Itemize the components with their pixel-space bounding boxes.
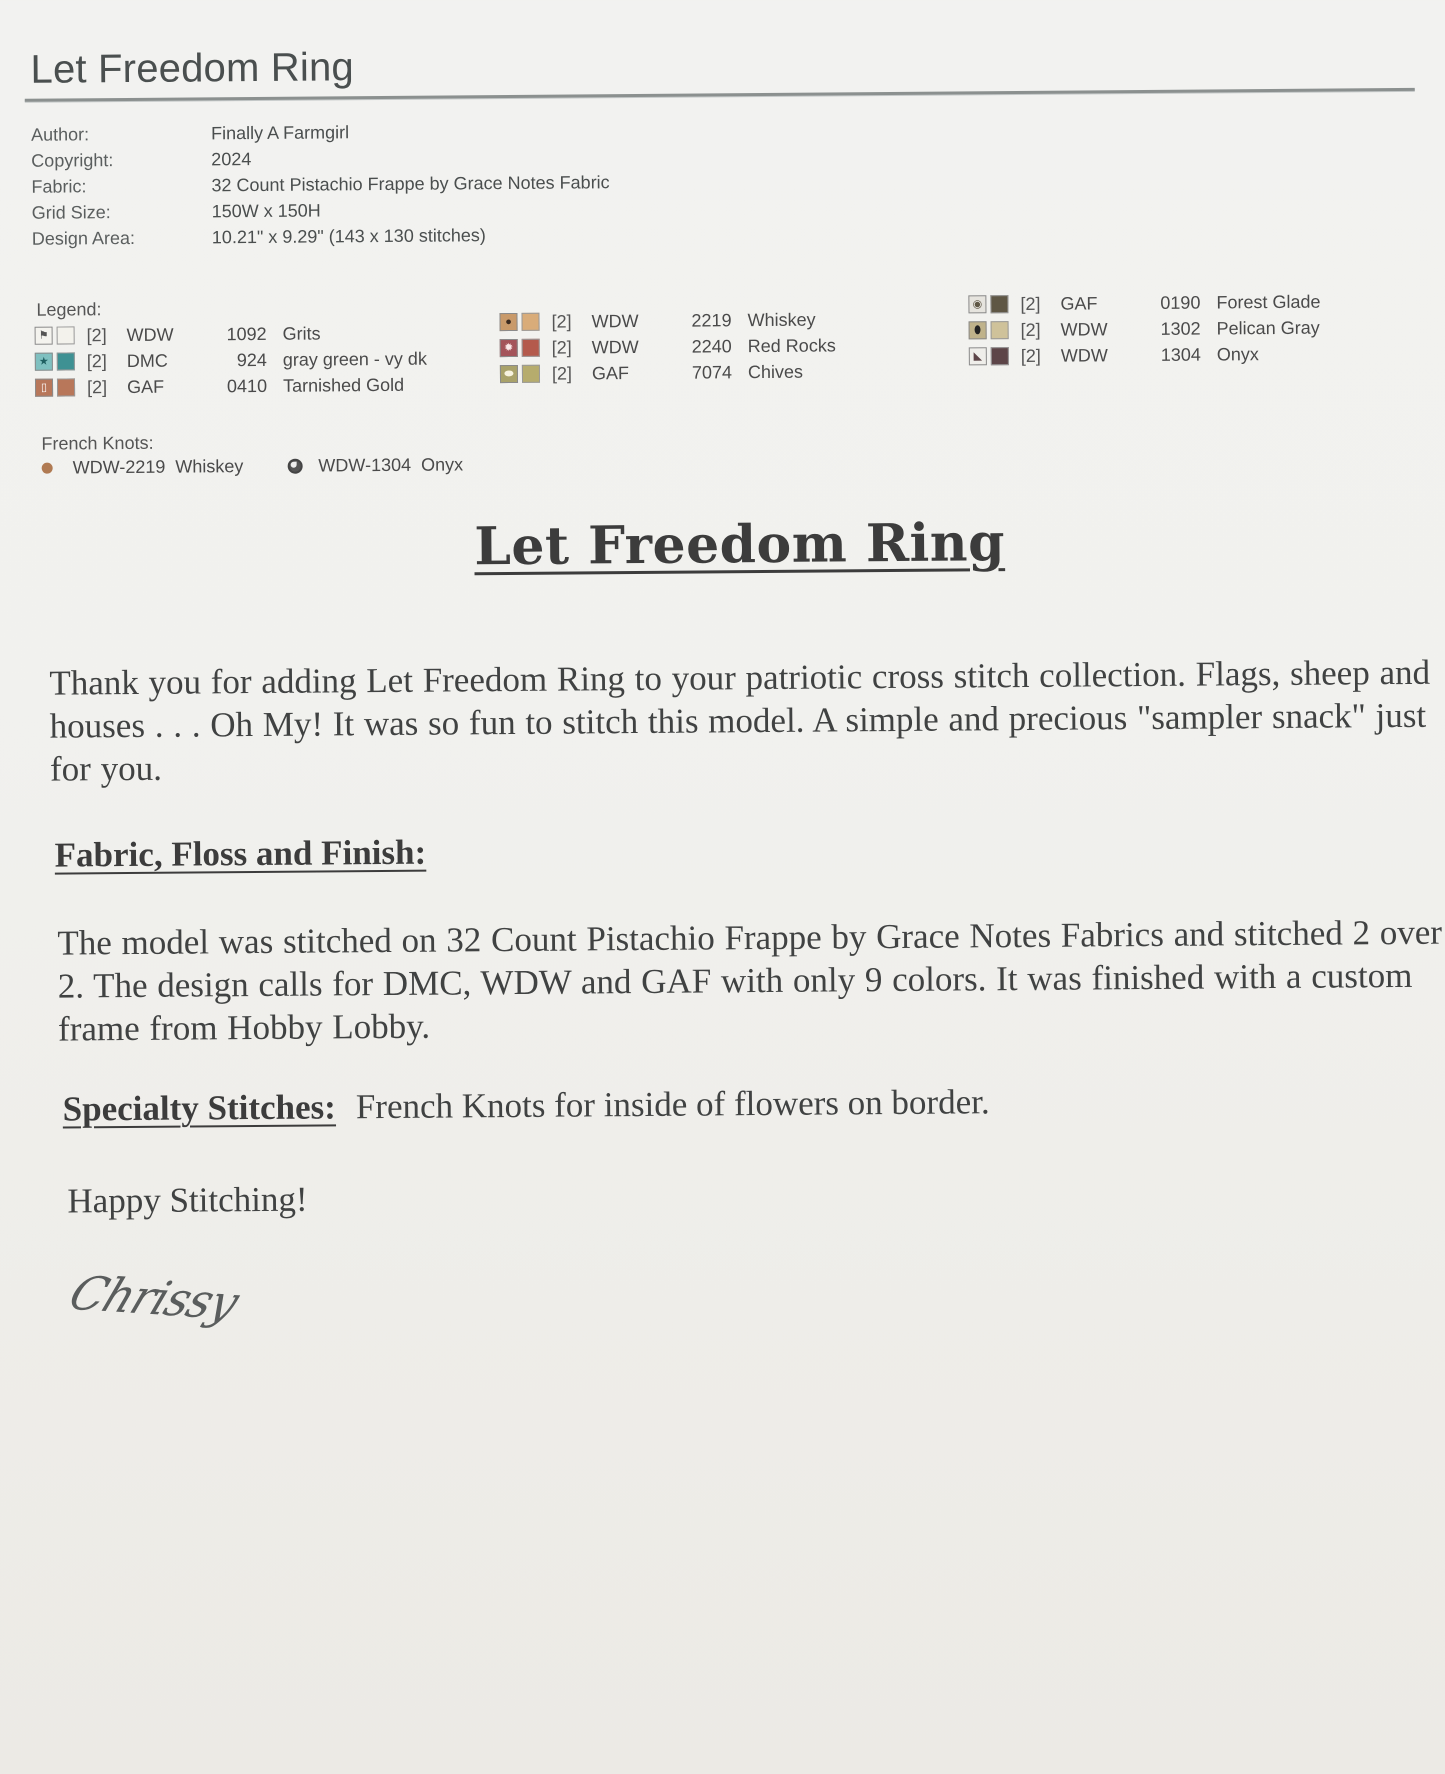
legend-row xyxy=(968,289,1320,318)
floss-brand: GAF xyxy=(591,362,630,383)
meta-label: Grid Size: xyxy=(31,202,111,223)
legend-title: Legend: xyxy=(36,299,102,320)
legend-column-1 xyxy=(35,320,428,401)
meta-value: 2024 xyxy=(211,149,252,170)
color-swatch xyxy=(991,347,1009,365)
snowflake-symbol-icon: ✹ xyxy=(500,339,518,357)
specialty-stitches xyxy=(63,1082,990,1129)
color-swatch xyxy=(57,326,75,344)
document-title: Let Freedom Ring xyxy=(474,512,1006,578)
pattern-header-title: Let Freedom Ring xyxy=(30,45,355,92)
legend-row xyxy=(35,320,427,349)
french-knot-item xyxy=(287,454,463,476)
oval-symbol-icon: ⬬ xyxy=(500,365,518,383)
floss-name: Pelican Gray xyxy=(1216,317,1320,338)
leaf-symbol-icon: ⬮ xyxy=(969,321,987,339)
floss-brand: WDW xyxy=(591,310,639,331)
strand-count: [2] xyxy=(551,363,573,384)
legend-row xyxy=(500,332,836,361)
person-symbol-icon: ⚑ xyxy=(35,327,53,345)
meta-value: 150W x 150H xyxy=(211,200,321,222)
floss-number: 0410 xyxy=(226,375,268,396)
strand-count: [2] xyxy=(1020,319,1041,340)
floss-name: Red Rocks xyxy=(747,334,836,356)
strand-count: [2] xyxy=(551,311,572,332)
specialty-stitches-heading: Specialty Stitches: xyxy=(62,1087,337,1129)
legend-row xyxy=(969,315,1321,344)
french-knot-item xyxy=(42,456,244,479)
intro-paragraph: Thank you for adding Let Freedom Ring to your patriotic cross stitch collection. Flags, sheep and houses . . . Oh My! It was so fun to stitch this model. A simple and precious "sampler snack" just for you. xyxy=(49,652,1431,789)
strand-count: [2] xyxy=(1020,293,1041,314)
floss-number: 2219 xyxy=(691,309,732,331)
closing-line: Happy Stitching! xyxy=(67,1179,308,1221)
floss-brand: WDW xyxy=(126,324,174,345)
knot-code: WDW-2219 xyxy=(72,456,166,478)
whiskey-knot-dot-icon xyxy=(42,463,53,474)
color-swatch xyxy=(991,321,1009,339)
star-symbol-icon: ★ xyxy=(35,353,53,371)
color-swatch xyxy=(57,352,75,370)
color-swatch xyxy=(522,365,540,383)
triangle-symbol-icon: ◣ xyxy=(969,347,987,365)
strand-count: [2] xyxy=(1020,345,1041,366)
strand-count: [2] xyxy=(86,350,107,371)
door-symbol-icon: ▯ xyxy=(35,379,53,397)
floss-name: gray green - vy dk xyxy=(282,348,427,370)
floss-number: 2240 xyxy=(691,335,732,357)
floss-brand: WDW xyxy=(1060,318,1108,340)
floss-brand: WDW xyxy=(591,336,639,357)
meta-label: Author: xyxy=(30,124,90,145)
floss-name: Whiskey xyxy=(747,309,816,330)
keyhole-symbol-icon: ● xyxy=(499,313,517,331)
meta-label: Design Area: xyxy=(31,227,136,249)
floss-name: Chives xyxy=(747,361,804,382)
strand-count: [2] xyxy=(86,376,108,397)
legend-row xyxy=(499,306,835,335)
fabric-floss-finish-heading: Fabric, Floss and Finish: xyxy=(54,832,427,875)
specialty-stitches-text: French Knots for inside of flowers on border. xyxy=(355,1082,990,1127)
floss-brand: DMC xyxy=(126,350,168,371)
color-swatch xyxy=(522,339,540,357)
legend-column-3 xyxy=(968,289,1321,370)
floss-brand: GAF xyxy=(126,376,165,397)
meta-label: Fabric: xyxy=(31,176,87,197)
color-swatch xyxy=(990,295,1008,313)
floss-name: Tarnished Gold xyxy=(282,374,405,396)
strand-count: [2] xyxy=(86,324,107,345)
legend-row xyxy=(969,341,1321,370)
floss-number: 1092 xyxy=(226,323,267,344)
meta-label: Copyright: xyxy=(31,150,114,171)
floss-brand: GAF xyxy=(1060,292,1098,314)
meta-value: 10.21" x 9.29" (143 x 130 stitches) xyxy=(211,225,486,248)
onyx-knot-dot-icon xyxy=(287,459,302,474)
meta-value: Finally A Farmgirl xyxy=(210,122,350,144)
meta-value: 32 Count Pistachio Frappe by Grace Notes Fabric xyxy=(211,172,610,196)
floss-number: 1304 xyxy=(1160,344,1201,365)
knot-name: Whiskey xyxy=(175,456,244,477)
floss-brand: WDW xyxy=(1060,344,1108,366)
meta-design-area xyxy=(32,221,610,252)
color-swatch xyxy=(57,378,75,396)
legend-row xyxy=(35,346,427,375)
knot-name: Onyx xyxy=(421,454,464,475)
french-knots-list xyxy=(42,454,508,479)
floss-number: 924 xyxy=(236,349,267,370)
legend-column-2 xyxy=(499,306,836,387)
fabric-paragraph: The model was stitched on 32 Count Pistachio Frappe by Grace Notes Fabrics and stitched 2 over 2. The design calls for DMC, WDW and GAF with only 9 colors. It was finished with a custom frame from Hobby Lobby. xyxy=(57,912,1443,1049)
floss-number: 1302 xyxy=(1160,318,1201,339)
floss-name: Onyx xyxy=(1216,343,1259,364)
floss-name: Grits xyxy=(282,322,321,344)
floss-name: Forest Glade xyxy=(1216,291,1321,312)
legend-row xyxy=(500,358,836,387)
legend-row xyxy=(35,372,427,401)
floss-number: 0190 xyxy=(1160,292,1201,313)
meta-fabric xyxy=(31,169,609,200)
strand-count: [2] xyxy=(551,337,572,358)
ring-symbol-icon: ◉ xyxy=(968,295,986,313)
pattern-info xyxy=(31,117,610,252)
color-swatch xyxy=(521,313,539,331)
signature: Chrissy xyxy=(61,1265,247,1330)
french-knots-title: French Knots: xyxy=(41,432,154,454)
knot-code: WDW-1304 xyxy=(318,454,412,476)
floss-number: 7074 xyxy=(691,361,733,383)
